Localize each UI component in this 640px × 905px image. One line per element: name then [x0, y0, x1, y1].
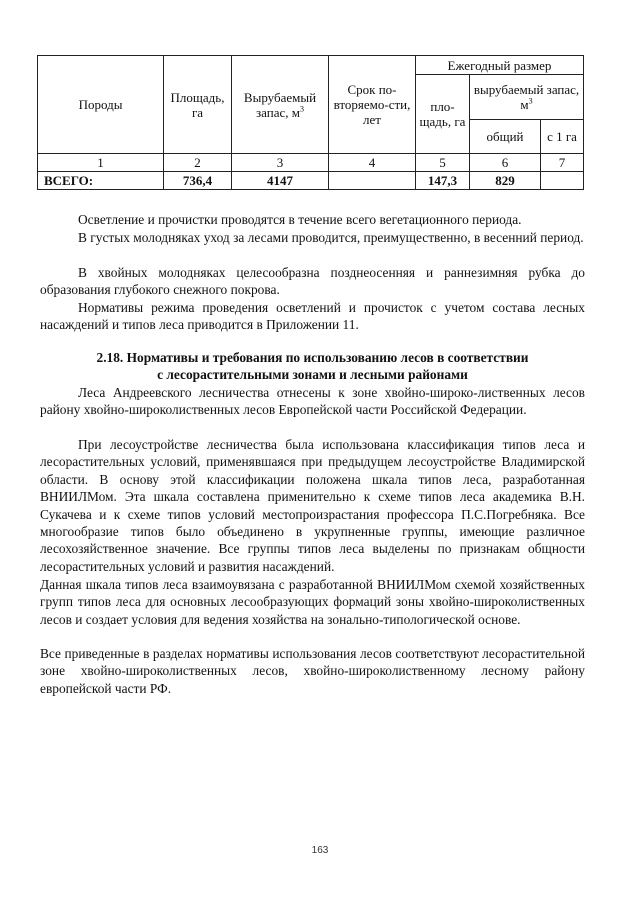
column-number: 4 [329, 154, 416, 172]
column-number: 5 [416, 154, 470, 172]
header-felled-stock: Вырубаемый запас, $м^3$ [232, 56, 329, 154]
header-annual-total: общий [470, 120, 541, 154]
paragraph: Леса Андреевского лесничества отнесены к зоне хвойно-широко-лиственных лесов району хвойно-широколиственных лесов Европейской части Российской Федерации. [40, 385, 585, 418]
total-annual-per-ha [541, 172, 584, 190]
header-area: Площадь, га [164, 56, 232, 154]
section-heading-line: с лесорастительными зонами и лесными районами [157, 367, 468, 382]
column-number: 3 [232, 154, 329, 172]
total-annual-stock: 829 [470, 172, 541, 190]
column-number-row [38, 154, 584, 172]
paragraph: В густых молодняках уход за лесами проводится, преимущественно, в весенний период. [78, 230, 584, 245]
header-annual-size: Ежегодный размер [416, 56, 584, 75]
column-number: 1 [38, 154, 164, 172]
paragraph: Все приведенные в разделах нормативы использования лесов соответствуют лесорастительной зоне хвойно-широколиственных лесов, хвойно-широколиственному лесному району европейской части РФ. [40, 646, 585, 696]
paragraph: Нормативы режима проведения осветлений и прочисток с учетом состава лесных насаждений и типов леса приводится в Приложении 11. [40, 300, 585, 333]
paragraph: В хвойных молодняках целесообразна позднеосенняя и раннезимняя рубка до образования глубокого снежного покрова. [40, 265, 585, 298]
header-annual-per-ha: с 1 га [541, 120, 584, 154]
column-number: 6 [470, 154, 541, 172]
page-number: 163 [311, 845, 329, 856]
harvest-table [37, 55, 584, 190]
header-annual-stock: вырубаемый запас, $м^3$ [470, 75, 584, 120]
total-row [38, 172, 584, 190]
total-annual-area: 147,3 [416, 172, 470, 190]
section-heading-line: 2.18. Нормативы и требования по использованию лесов в соответствии [96, 350, 529, 365]
total-label: ВСЕГО: [38, 172, 164, 190]
total-period [329, 172, 416, 190]
header-annual-area: пло-щадь, га [416, 75, 470, 154]
total-stock: 4147 [232, 172, 329, 190]
paragraph: При лесоустройстве лесничества была использована классификация типов леса и лесорастительных условий, применявшаяся при предыдущем лесоустройстве Владимирской области. В основу этой классификации положена шкала типов леса, разработанная ВНИИЛМом. Эта шкала составлена применительно к схеме типов леса академика В.Н. Сукачева и к схеме типов условий местопроизрастания профессора П.С.Погребняка. Все многообразие типов было объединено в укрупненные группы, имеющие различное лесохозяйственное значение. Все группы типов леса выделены по признакам общности лесорастительных условий и развития насаждений. [40, 437, 585, 574]
column-number: 2 [164, 154, 232, 172]
paragraph: Осветление и прочистки проводятся в течение всего вегетационного периода. [78, 212, 522, 227]
header-repeat-period: Срок по-вторяемо-сти, лет [329, 56, 416, 154]
header-species: Породы [38, 56, 164, 154]
column-number: 7 [541, 154, 584, 172]
total-area: 736,4 [164, 172, 232, 190]
paragraph: Данная шкала типов леса взаимоувязана с разработанной ВНИИЛМом схемой хозяйственных групп типов леса для основных лесообразующих формаций зоны хвойно-широколиственных лесов и создает условия для ведения хозяйства на зонально-типологической основе. [40, 577, 585, 627]
